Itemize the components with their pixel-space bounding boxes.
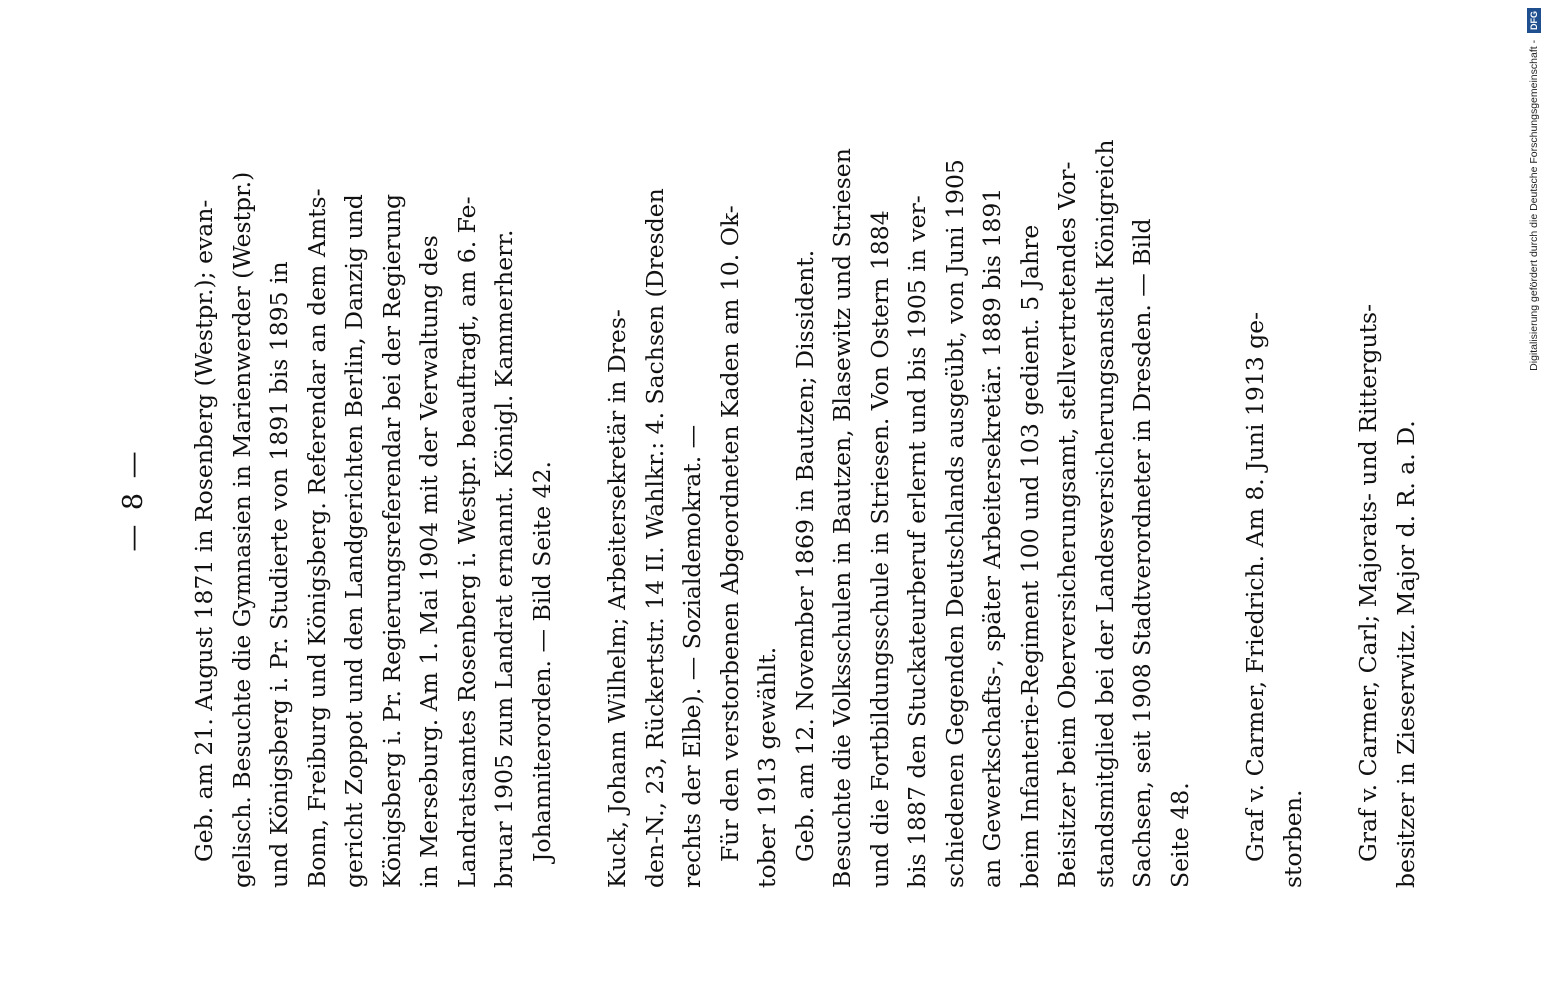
text-line: storben.	[1278, 789, 1307, 888]
page-number: — 8 —	[118, 448, 149, 552]
biography-entry	[1350, 168, 1425, 888]
text-line: Besuchte die Volksschulen in Bautzen, Blasewitz und Striesen	[828, 148, 856, 888]
text-line: an Gewerkschafts-, später Arbeitersekretär. 1889 bis 1891	[978, 187, 1006, 888]
text-line: und die Fortbildungsschule in Striesen. Von Ostern 1884	[865, 210, 894, 888]
text-line: bruar 1905 zum Landrat ernannt. Königl. Kammerherr.	[490, 229, 518, 888]
text-line: rechts der Elbe). — Sozialdemokrat. —	[678, 424, 706, 888]
text-line: Königsberg i. Pr. Regierungsreferendar bei der Regierung	[377, 193, 406, 888]
text-line: beim Infanterie-Regiment 100 und 103 gedient. 5 Jahre	[1015, 224, 1044, 888]
text-line: Graf v. Carmer, Carl; Majorats- und Ritterguts-	[1354, 303, 1382, 862]
biography-entry	[186, 168, 561, 888]
text-line: gericht Zoppot und den Landgerichten Berlin, Danzig und	[340, 194, 368, 888]
text-line: Bonn, Freiburg und Königsberg. Referendar an dem Amts-	[302, 188, 331, 888]
biography-entry	[599, 139, 1199, 888]
text-line: Kuck, Johann Wilhelm; Arbeitersekretär in Dres-	[603, 309, 631, 888]
text-line: bis 1887 den Stuckateurberuf erlernt und bis 1905 in ver-	[903, 195, 931, 888]
text-line: Landratsamtes Rosenberg i. Westpr. beauftragt, am 6. Fe-	[452, 196, 481, 888]
text-line: besitzer in Zieserwitz. Major d. R. a. D.	[1391, 420, 1420, 888]
text-line: in Merseburg. Am 1. Mai 1904 mit der Verwaltung des	[415, 235, 443, 888]
text-line: Für den verstorbenen Abgeordneten Kaden am 10. Ok-	[715, 205, 744, 862]
text-line: tober 1913 gewählt.	[753, 646, 781, 888]
text-line: Geb. am 12. November 1869 in Bautzen; Dissident.	[790, 249, 819, 862]
text-line: Geb. am 21. August 1871 in Rosenberg (Westpr.); evan-	[190, 199, 218, 862]
text-line: Graf v. Carmer, Friedrich. Am 8. Juni 1913 ge-	[1241, 311, 1269, 862]
text-line: Sachsen, seit 1908 Stadtverordneter in Dresden. — Bild	[1128, 218, 1156, 888]
text-line: den-N., 23, Rückertstr. 14 II. Wahlkr.: 4. Sachsen (Dresden	[640, 188, 669, 888]
dfg-logo: DFG	[1527, 8, 1541, 33]
text-line: Seite 48.	[1165, 782, 1194, 888]
text-line: Beisitzer beim Oberversicherungsamt, stellvertretendes Vor-	[1053, 161, 1081, 888]
digitization-credit	[1526, 8, 1542, 992]
text-line: und Königsberg i. Pr. Studierte von 1891 bis 1895 in	[265, 261, 293, 888]
text-line: schiedenen Gegenden Deutschlands ausgeübt, von Juni 1905	[940, 159, 969, 888]
text-line: Johanniterorden. — Bild Seite 42.	[527, 461, 556, 862]
biography-entry	[1237, 168, 1312, 888]
text-block	[186, 139, 1425, 888]
text-line: gelisch. Besuchte die Gymnasien in Marienwerder (Westpr.)	[227, 171, 256, 888]
text-line: standsmitglied bei der Landesversicherungsanstalt Königreich	[1090, 139, 1119, 888]
credit-text: Digitalisierung gefördert durch die Deutsche Forschungsgemeinschaft -	[1528, 39, 1540, 371]
